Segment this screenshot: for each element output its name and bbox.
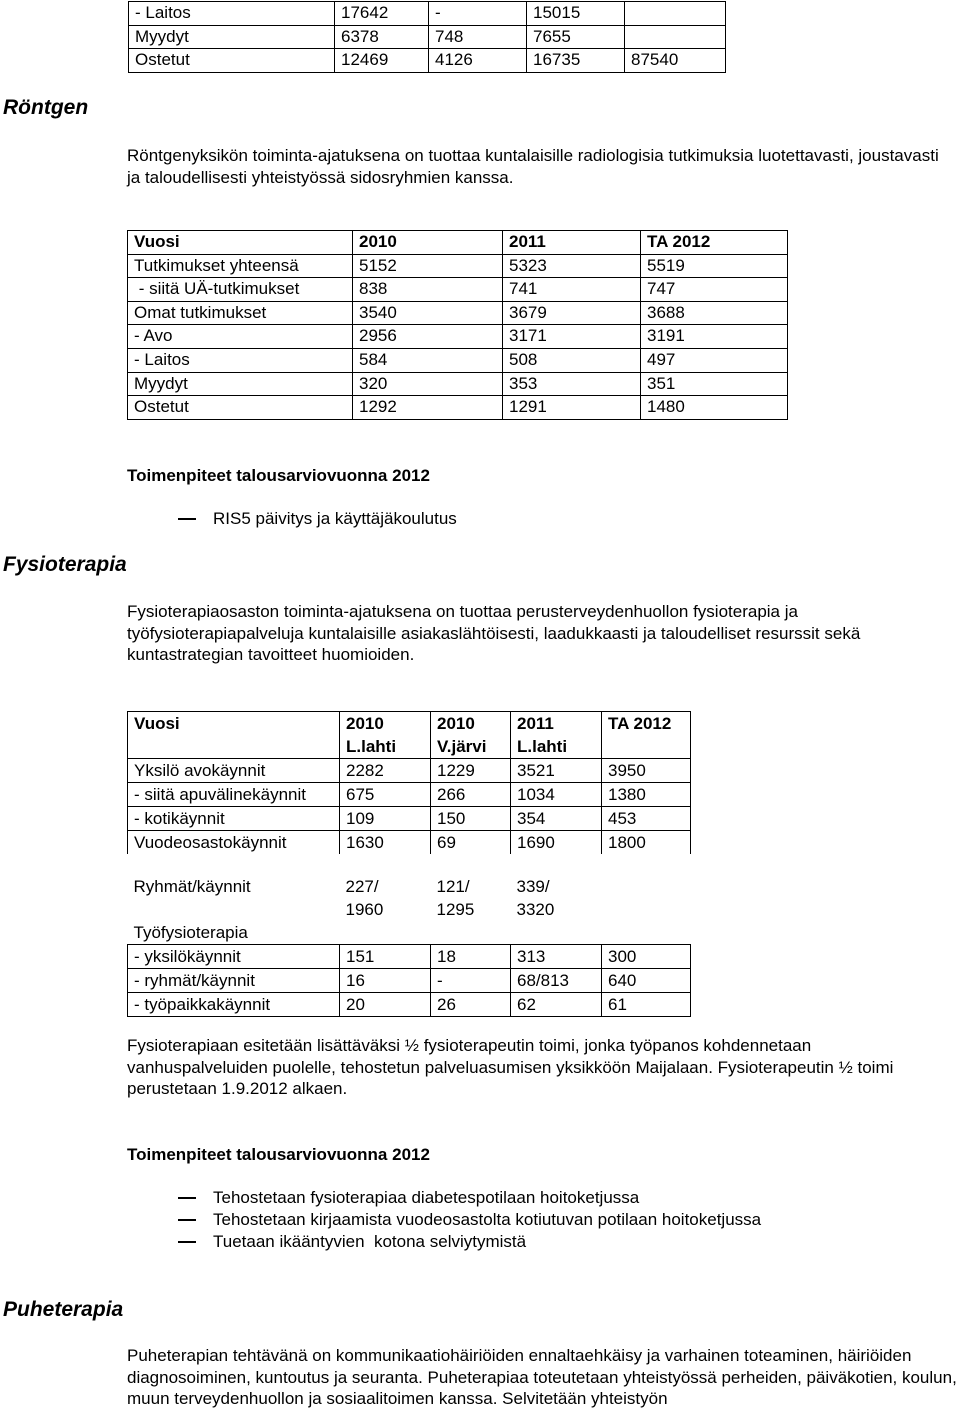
table-cell: 5152	[353, 254, 503, 278]
table-spacer	[128, 854, 691, 875]
table-cell: Ryhmät/käynnit	[133, 877, 251, 896]
table-cell: - yksilökäynnit	[128, 945, 340, 969]
table-header-cell: 2011	[503, 231, 641, 255]
table-header-cell: 2010	[353, 231, 503, 255]
table-cell: 61	[602, 993, 691, 1017]
top-cell: 12469	[335, 49, 429, 73]
top-cell	[625, 2, 726, 26]
table-cell: 354	[511, 807, 602, 831]
table-header-cell: Vuosi	[128, 231, 353, 255]
top-cell: 4126	[429, 49, 527, 73]
table-cell: 18	[431, 945, 511, 969]
table-cell: 150	[431, 807, 511, 831]
table-cell: 5323	[503, 254, 641, 278]
table-cell: Työfysioterapia	[128, 921, 691, 945]
top-cell: 15015	[527, 2, 625, 26]
table-cell: - Avo	[128, 325, 353, 349]
table-cell: 3950	[602, 759, 691, 783]
table-cell: 3191	[641, 325, 788, 349]
top-cell: 6378	[335, 25, 429, 49]
dash-bullet-icon	[178, 1197, 196, 1199]
dash-bullet-icon	[178, 1219, 196, 1221]
table-cell: - siitä apuvälinekäynnit	[128, 783, 340, 807]
rontgen-actions-title: Toimenpiteet talousarviovuonna 2012	[127, 466, 430, 485]
table-cell: -	[431, 969, 511, 993]
table-cell: 26	[431, 993, 511, 1017]
rontgen-title: Röntgen	[3, 96, 89, 119]
table-cell: 16	[340, 969, 431, 993]
table-cell: 3540	[353, 301, 503, 325]
table-cell: 1690	[511, 831, 602, 855]
table-cell: 5519	[641, 254, 788, 278]
table-cell: 3688	[641, 301, 788, 325]
table-cell: 1291	[503, 396, 641, 420]
top-row-label: - Laitos	[129, 2, 335, 26]
top-table	[128, 1, 726, 73]
table-cell: - siitä UÄ-tutkimukset	[128, 278, 353, 302]
table-cell: 62	[511, 993, 602, 1017]
table-cell: 584	[353, 348, 503, 372]
top-cell: 7655	[527, 25, 625, 49]
table-cell: 1630	[340, 831, 431, 855]
list-item-text: Tehostetaan kirjaamista vuodeosastolta kotiutuvan potilaan hoitoketjussa	[213, 1210, 762, 1229]
table-cell	[602, 875, 691, 921]
table-cell: 351	[641, 372, 788, 396]
top-cell: 16735	[527, 49, 625, 73]
table-cell: 1480	[641, 396, 788, 420]
table-cell: - Laitos	[128, 348, 353, 372]
table-cell: 1380	[602, 783, 691, 807]
dash-bullet-icon	[178, 1241, 196, 1243]
list-item	[178, 509, 457, 529]
table-header-cell: TA 2012	[602, 712, 691, 759]
list-item-text: RIS5 päivitys ja käyttäjäkoulutus	[213, 509, 457, 528]
table-cell: 2956	[353, 325, 503, 349]
table-cell: 227/ 1960	[345, 877, 384, 919]
list-item	[178, 1188, 639, 1208]
list-item-text: Tehostetaan fysioterapiaa diabetespotilaan hoitoketjussa	[213, 1188, 640, 1207]
puheterapia-intro: Puheterapian tehtävänä on kommunikaatiohäiriöiden ennaltaehkäisy ja varhainen toteaminen, häiriöiden diagnosoiminen, kuntoutus ja seuranta. Puheterapiaa toteutetaan yhteistyössä perheiden, päiväkotien, koulun, muun terveydenhuollon ja sosiaalitoimen kanssa. Selvitetään yhteistyön	[127, 1346, 957, 1408]
table-header-cell: TA 2012	[641, 231, 788, 255]
table-cell: 300	[602, 945, 691, 969]
top-cell: 17642	[335, 2, 429, 26]
top-cell: 87540	[625, 49, 726, 73]
table-cell: Omat tutkimukset	[128, 301, 353, 325]
list-item	[178, 1232, 526, 1252]
top-cell	[625, 25, 726, 49]
table-cell: 640	[602, 969, 691, 993]
table-header-cell: 2011 L.lahti	[511, 712, 602, 759]
table-header-cell: Vuosi	[128, 712, 340, 759]
fysioterapia-note: Fysioterapiaan esitetään lisättäväksi ½ fysioterapeutin toimi, jonka työpanos kohdennetaan vanhuspalveluiden puolelle, tehostetun palveluasumisen yksikköön Maijalaan. Fysioterapeutin ½ toimi perustetaan 1.9.2012 alkaen.	[127, 1036, 894, 1098]
list-item-text: Tuetaan ikääntyvien kotona selviytymistä	[213, 1232, 527, 1251]
table-cell: 1292	[353, 396, 503, 420]
table-cell: 20	[340, 993, 431, 1017]
table-cell: Ostetut	[128, 396, 353, 420]
rontgen-table	[127, 230, 788, 420]
dash-bullet-icon	[178, 518, 196, 520]
table-cell: Vuodeosastokäynnit	[128, 831, 340, 855]
fysioterapia-intro: Fysioterapiaosaston toiminta-ajatuksena on tuottaa perusterveydenhuollon fysioterapia ja työfysioterapiapalveluja kuntalaisille asiakaslähtöisesti, laadukkaasti ja taloudelliset resurssit sekä kuntastrategian tavoitteet huomioiden.	[127, 602, 861, 664]
table-cell: 675	[340, 783, 431, 807]
table-cell: Myydyt	[128, 372, 353, 396]
table-cell: 1034	[511, 783, 602, 807]
table-cell: - kotikäynnit	[128, 807, 340, 831]
table-cell: 68/813	[511, 969, 602, 993]
fysioterapia-actions-title: Toimenpiteet talousarviovuonna 2012	[127, 1145, 430, 1164]
table-cell: 1229	[431, 759, 511, 783]
table-cell: 497	[641, 348, 788, 372]
top-cell: -	[429, 2, 527, 26]
table-header-cell: 2010 L.lahti	[340, 712, 431, 759]
table-cell: 339/ 3320	[516, 877, 555, 919]
table-cell: 747	[641, 278, 788, 302]
table-header-cell: 2010 V.järvi	[431, 712, 511, 759]
top-row-label: Myydyt	[129, 25, 335, 49]
list-item	[178, 1210, 761, 1230]
table-cell: 69	[431, 831, 511, 855]
table-cell: 1800	[602, 831, 691, 855]
table-cell: 508	[503, 348, 641, 372]
table-cell: 320	[353, 372, 503, 396]
table-cell: 3171	[503, 325, 641, 349]
table-cell: 2282	[340, 759, 431, 783]
table-cell: 109	[340, 807, 431, 831]
table-cell: 838	[353, 278, 503, 302]
table-cell: Tutkimukset yhteensä	[128, 254, 353, 278]
top-cell: 748	[429, 25, 527, 49]
table-cell: - työpaikkakäynnit	[128, 993, 340, 1017]
table-cell: 313	[511, 945, 602, 969]
table-cell: 266	[431, 783, 511, 807]
table-cell: 151	[340, 945, 431, 969]
table-cell: Yksilö avokäynnit	[128, 759, 340, 783]
table-cell: 453	[602, 807, 691, 831]
fysioterapia-table	[127, 711, 691, 1017]
table-cell: 353	[503, 372, 641, 396]
table-cell: - ryhmät/käynnit	[128, 969, 340, 993]
table-cell: 3679	[503, 301, 641, 325]
rontgen-intro: Röntgenyksikön toiminta-ajatuksena on tuottaa kuntalaisille radiologisia tutkimuksia luotettavasti, joustavasti ja taloudellisesti yhteistyössä sidosryhmien kanssa.	[127, 146, 939, 187]
top-row-label: Ostetut	[129, 49, 335, 73]
fysioterapia-title: Fysioterapia	[3, 553, 127, 576]
table-cell: 3521	[511, 759, 602, 783]
table-cell: 121/ 1295	[436, 877, 475, 919]
puheterapia-title: Puheterapia	[3, 1298, 124, 1321]
table-cell: 741	[503, 278, 641, 302]
